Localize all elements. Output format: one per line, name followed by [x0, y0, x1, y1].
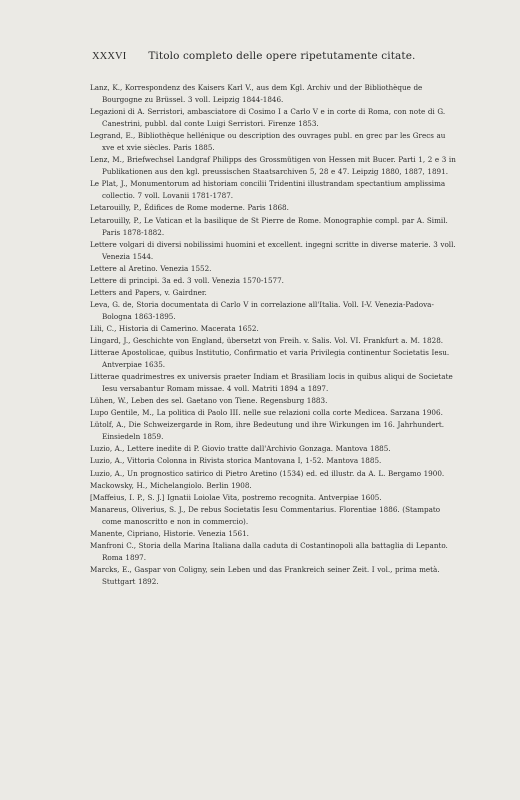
bibliography-entry: Luzio, A., Lettere inedite di P. Giovio tratte dall'Archivio Gonzaga. Mantova 1885. [90, 444, 391, 454]
running-title: Titolo completo delle opere ripetutamente citate. [148, 50, 416, 62]
bibliography-entry: Lettere al Aretino. Venezia 1552. [90, 263, 212, 273]
bibliography-entry: Letarouilly, P., Le Vatican et la basilique de St Pierre de Rome. Monographie compl. par A. Simil. Paris 1878-1882. [90, 215, 448, 237]
bibliography-entry: Lettere di principi. 3a ed. 3 voll. Venezia 1570-1577. [90, 275, 284, 285]
bibliography-entry: Lanz, K., Korrespondenz des Kaisers Karl V., aus dem Kgl. Archiv und der Bibliothèque de Bourgogne zu Brüssel. 3 voll. Leipzig 1844-1846. [90, 83, 423, 105]
bibliography-entry: Legazioni di A. Serristori, ambasciatore di Cosimo I a Carlo V e in corte di Roma, con note di G. Canestrini, pubbl. dal conte Luigi Serristori. Firenze 1853. [90, 107, 446, 129]
bibliography-entry: Lupo Gentile, M., La politica di Paolo III. nelle sue relazioni colla corte Medicea. Sarzana 1906. [90, 408, 443, 418]
bibliography-entry: Lühen, W., Leben des sel. Gaetano von Tiene. Regensburg 1883. [90, 396, 328, 406]
bibliography-entry: Manente, Cipriano, Historie. Venezia 1561. [90, 528, 249, 538]
bibliography-entry: Litterae Apostolicae, quibus Institutio, Confirmatio et varia Privilegia continentur Societatis Iesu. Antverpiae 1635. [90, 348, 450, 370]
bibliography-entry: Lettere volgari di diversi nobilissimi huomini et excellent. ingegni scritte in diverse materie. 3 voll. Venezia 1544. [90, 239, 456, 261]
bibliography-list [90, 82, 460, 588]
bibliography-entry: Litterae quadrimestres ex universis praeter Indiam et Brasiliam locis in quibus aliqui de Societate Iesu versabantur Romam missae. 4 voll. Matriti 1894 a 1897. [90, 372, 453, 394]
bibliography-entry: Letters and Papers, v. Gairdner. [90, 287, 207, 297]
bibliography-entry: Luzio, A., Un prognostico satirico di Pietro Aretino (1534) ed. ed illustr. da A. L. Bergamo 1900. [90, 468, 445, 478]
bibliography-entry: Legrand, E., Bibliothèque hellénique ou description des ouvrages publ. en grec par les Grecs au xve et xvie siècles. Paris 1885. [90, 131, 446, 153]
bibliography-entry: [Maffeius, I. P., S. J.] Ignatii Loiolae Vita, postremo recognita. Antverpiae 1605. [90, 492, 382, 502]
bibliography-entry: Luzio, A., Vittoria Colonna in Rivista storica Mantovana I, 1-52. Mantova 1885. [90, 456, 382, 466]
bibliography-entry: Manareus, Oliverius, S. J., De rebus Societatis Iesu Commentarius. Florentiae 1886. (Stampato come manoscritto e non in commercio). [90, 504, 441, 526]
bibliography-entry: Letarouilly, P., Édifices de Rome moderne. Paris 1868. [90, 203, 289, 213]
bibliography-entry: Lütolf, A., Die Schweizergarde in Rom, ihre Bedeutung und ihre Wirkungen im 16. Jahrhundert. Einsiedeln 1859. [90, 420, 445, 442]
bibliography-entry: Lingard, J., Geschichte von England, übersetzt von Freih. v. Salis. Vol. VI. Frankfurt a. M. 1828. [90, 335, 444, 345]
bibliography-entry: Leva, G. de, Storia documentata di Carlo V in correlazione all'Italia. Voll. I-V. Venezia-Padova-Bologna 1863-1895. [90, 299, 434, 321]
bibliography-entry: Lenz, M., Briefwechsel Landgraf Philipps des Grossmütigen von Hessen mit Bucer. Parti 1, 2 e 3 in Publikationen aus den kgl. preussischen Staatsarchiven 5, 28 e 47. Leipzig 1880, 1887, 1891. [90, 155, 456, 177]
page-header [92, 50, 432, 62]
bibliography-entry: Mackowsky, H., Michelangiolo. Berlin 1908. [90, 480, 252, 490]
page-number: XXXVI [92, 51, 127, 62]
bibliography-entry: Le Plat, J., Monumentorum ad historiam concilii Tridentini illustrandam spectantium amplissima collectio. 7 voll. Lovanii 1781-1787. [90, 179, 446, 201]
bibliography-entry: Marcks, E., Gaspar von Coligny, sein Leben und das Frankreich seiner Zeit. I vol., prima metà. Stuttgart 1892. [90, 564, 440, 586]
bibliography-entry: Lili, C., Historia di Camerino. Macerata 1652. [90, 323, 259, 333]
bibliography-entry: Manfroni C., Storia della Marina Italiana dalla caduta di Costantinopoli alla battaglia di Lepanto. Roma 1897. [90, 540, 448, 562]
